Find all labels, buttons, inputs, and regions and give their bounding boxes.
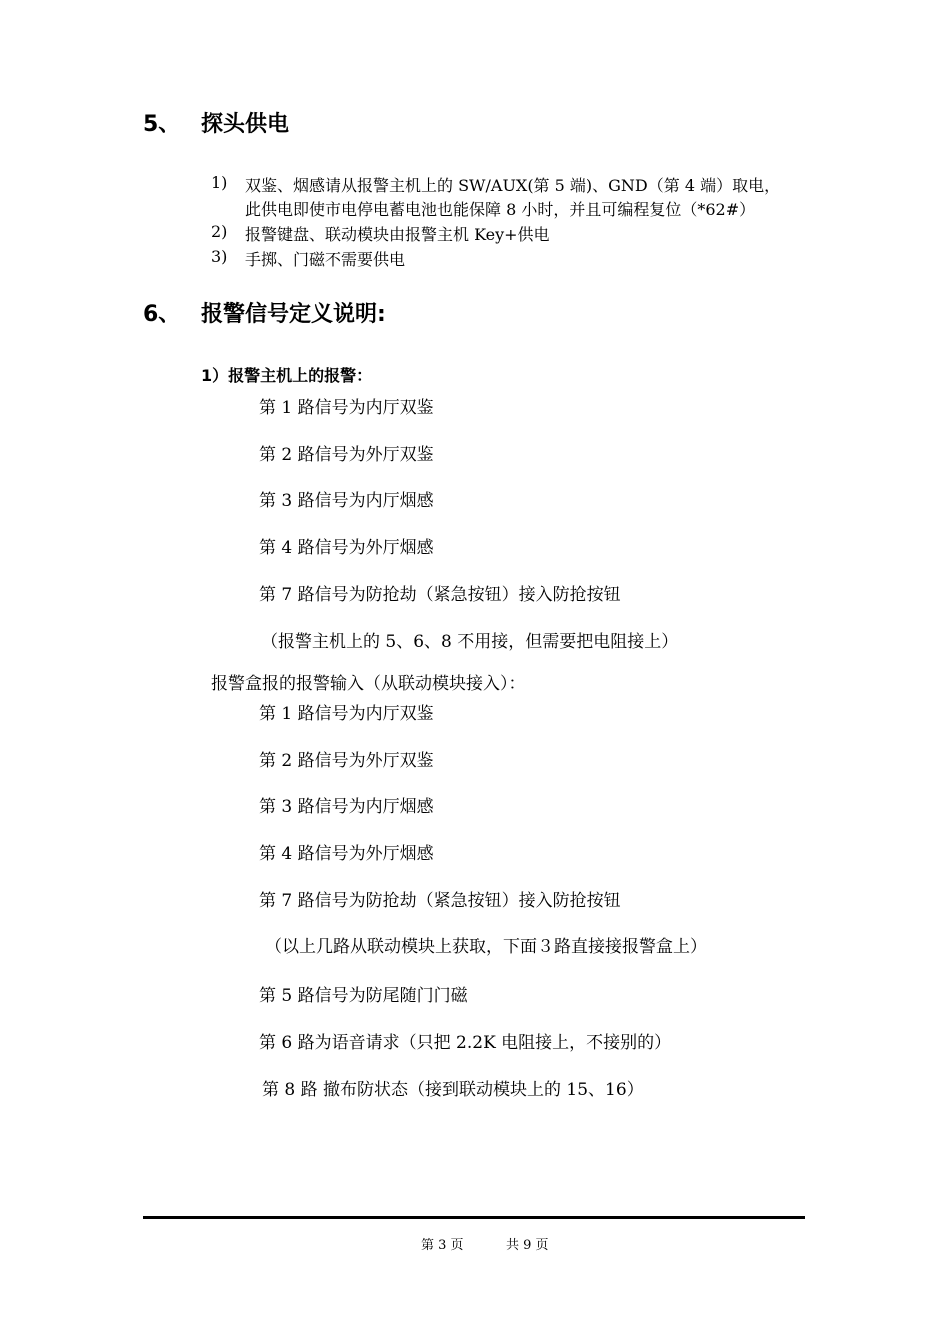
list-item-text: 报警键盘、联动模块由报警主机 Key+供电 bbox=[245, 225, 550, 244]
signal-line: 第 3 路信号为内厅烟感 bbox=[259, 491, 434, 511]
signal-line: 第 4 路信号为外厅烟感 bbox=[259, 844, 434, 864]
subsection-title: 1）报警主机上的报警： bbox=[201, 366, 373, 385]
signal-line: 第 1 路信号为内厅双鉴 bbox=[259, 398, 434, 418]
note-line: （以上几路从联动模块上获取，下面３路直接接报警盒上） bbox=[265, 937, 707, 957]
note-line: （报警主机上的 5、6、8 不用接，但需要把电阻接上） bbox=[261, 632, 679, 652]
signal-line: 第 7 路信号为防抢劫（紧急按钮）接入防抢按钮 bbox=[259, 585, 621, 605]
signal-line: 第 4 路信号为外厅烟感 bbox=[259, 538, 434, 558]
page-number: 第 3 页 bbox=[421, 1238, 464, 1253]
signal-line: 第 7 路信号为防抢劫（紧急按钮）接入防抢按钮 bbox=[259, 891, 621, 911]
list-item-number: 1) bbox=[211, 173, 228, 192]
list-item-text: 双鉴、烟感请从报警主机上的 SW/AUX(第 5 端)、GND（第 4 端）取电， bbox=[245, 176, 781, 195]
footer-divider bbox=[143, 1216, 805, 1219]
signal-line: 第 6 路为语音请求（只把 2.2K 电阻接上，不接别的） bbox=[259, 1033, 672, 1053]
section-6-number: 6、 bbox=[143, 302, 181, 327]
signal-line: 第 2 路信号为外厅双鉴 bbox=[259, 445, 434, 465]
subsection-title: 报警盒报的报警输入（从联动模块接入）： bbox=[211, 674, 526, 694]
list-item-text: 手掷、门磁不需要供电 bbox=[245, 250, 406, 269]
section-6-title: 报警信号定义说明: bbox=[201, 302, 386, 327]
section-5-number: 5、 bbox=[143, 112, 181, 137]
signal-line: 第 3 路信号为内厅烟感 bbox=[259, 797, 434, 817]
list-item-number: 2) bbox=[211, 222, 228, 241]
list-item-number: 3) bbox=[211, 247, 228, 266]
signal-line: 第 1 路信号为内厅双鉴 bbox=[259, 704, 434, 724]
signal-line: 第 2 路信号为外厅双鉴 bbox=[259, 751, 434, 771]
section-5-title: 探头供电 bbox=[201, 112, 290, 137]
list-item-text: 此供电即使市电停电蓄电池也能保障 8 小时，并且可编程复位（*62#） bbox=[245, 200, 756, 219]
page-total: 共 9 页 bbox=[506, 1238, 549, 1253]
signal-line: 第 8 路 撤布防状态（接到联动模块上的 15、16） bbox=[262, 1080, 644, 1100]
signal-line: 第 5 路信号为防尾随门门磁 bbox=[259, 986, 468, 1006]
